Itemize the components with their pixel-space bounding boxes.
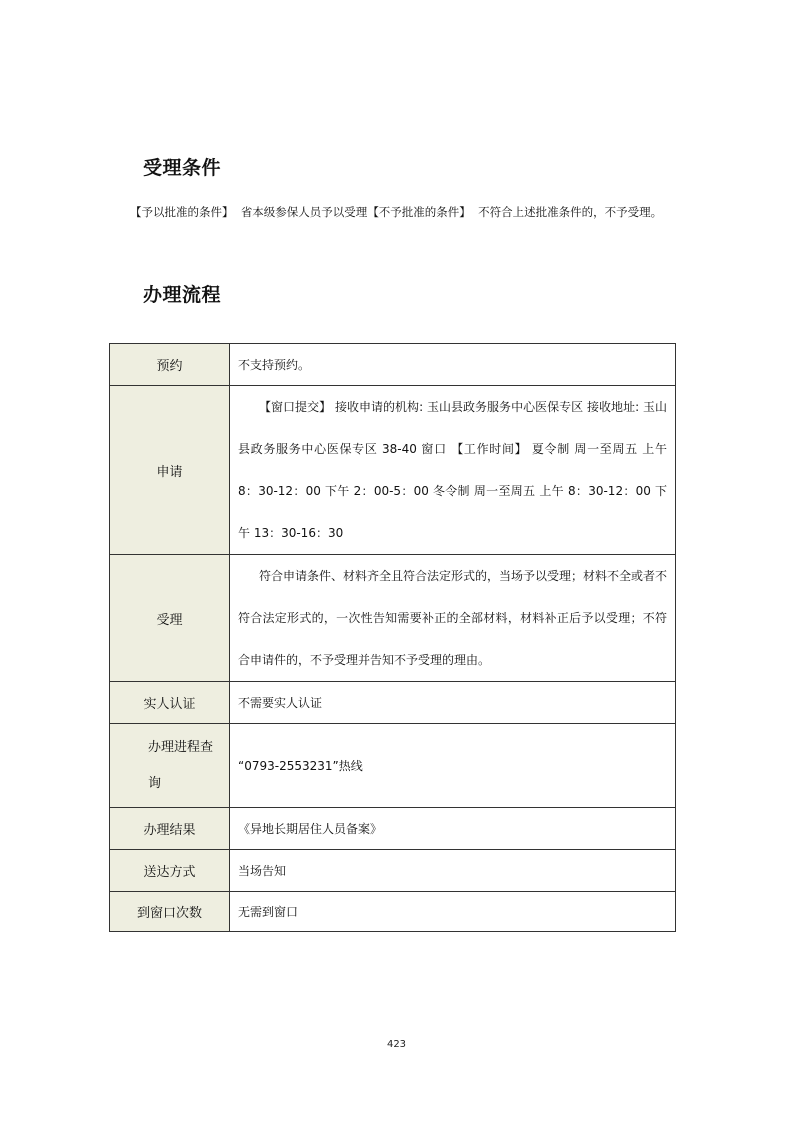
- table-row-result: [110, 808, 676, 850]
- table-row-appointment: [110, 344, 676, 386]
- row-label: 办理进程查询: [110, 724, 230, 808]
- row-label: 送达方式: [110, 850, 230, 892]
- reject-condition-tag: 【不予批准的条件】: [367, 205, 471, 219]
- table-row-acceptance: [110, 555, 676, 682]
- table-row-window-visits: [110, 892, 676, 932]
- row-value: 不需要实人认证: [230, 682, 676, 724]
- table-row-progress-query: [110, 724, 676, 808]
- section-title-conditions: 受理条件: [143, 157, 222, 179]
- table-row-identity-verification: [110, 682, 676, 724]
- reject-condition-text: 不符合上述批准条件的，不予受理。: [478, 205, 663, 219]
- approve-condition-text: 省本级参保人员予以受理: [240, 205, 368, 219]
- row-value: 不支持预约。: [230, 344, 676, 386]
- row-value: 符合申请条件、材料齐全且符合法定形式的，当场予以受理；材料不全或者不符合法定形式的，一次性告知需要补正的全部材料，材料补正后予以受理；不符合申请件的，不予受理并告知不予受理的理由。: [238, 569, 668, 667]
- conditions-paragraph: [130, 204, 662, 220]
- row-value: “0793-2553231”热线: [230, 724, 676, 808]
- row-value: 无需到窗口: [230, 892, 676, 932]
- row-value: 当场告知: [230, 850, 676, 892]
- row-label: 预约: [110, 344, 230, 386]
- page-number: 423: [386, 1039, 407, 1050]
- row-label: 实人认证: [110, 682, 230, 724]
- row-value: 《异地长期居住人员备案》: [230, 808, 676, 850]
- table-row-delivery: [110, 850, 676, 892]
- row-value: 【窗口提交】 接收申请的机构: 玉山县政务服务中心医保专区 接收地址: 玉山县政务服务中心医保专区 38-40 窗口 【工作时间】 夏令制 周一至周五 上午 8：30-12：00 下午 2：00-5：00 冬令制 周一至周五 上午 8：30-12：00 下午 13：30-16：30: [238, 400, 667, 540]
- row-label: 申请: [110, 386, 230, 555]
- approve-condition-tag: 【予以批准的条件】: [130, 205, 234, 219]
- row-label: 受理: [110, 555, 230, 682]
- row-label: 办理结果: [110, 808, 230, 850]
- section-title-process: 办理流程: [143, 284, 222, 306]
- process-table: [109, 343, 676, 932]
- table-row-application: [110, 386, 676, 555]
- row-label: 到窗口次数: [110, 892, 230, 932]
